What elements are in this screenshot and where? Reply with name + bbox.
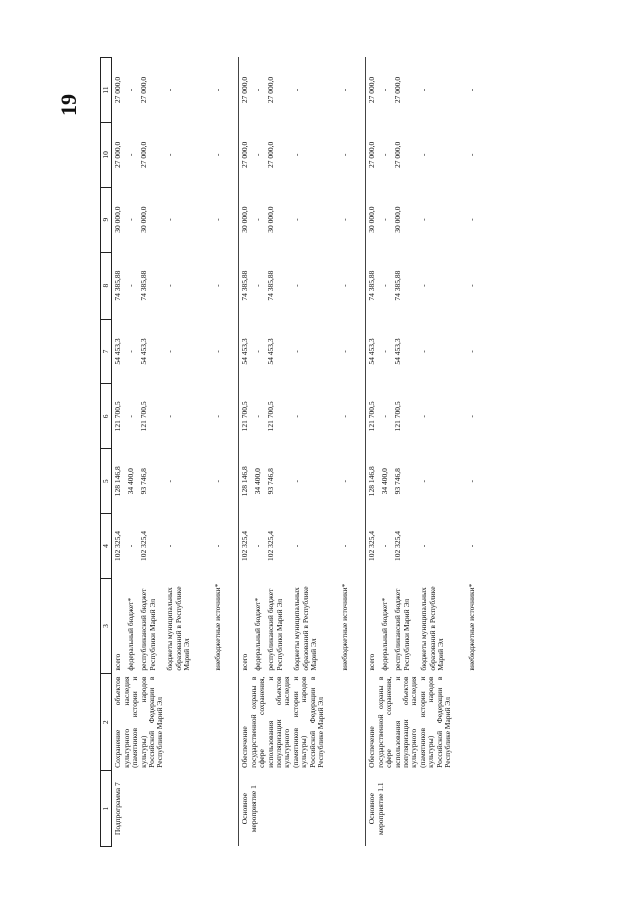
amount-cell: -: [126, 153, 136, 157]
amount-cell: -: [292, 544, 302, 548]
amount-cell: 34 400,0: [126, 468, 136, 495]
amount-cell: 74 385,88: [139, 270, 149, 301]
funding-source-cell: федеральный бюджет*: [253, 597, 263, 671]
amount-cell: -: [213, 88, 223, 92]
funding-source-cell: внебюджетные источники*: [213, 583, 223, 671]
amount-cell: -: [253, 284, 263, 287]
column-number-header: 2: [101, 674, 112, 771]
funding-source-cell: внебюджетные источники*: [340, 583, 350, 671]
amount-cell: -: [253, 153, 263, 157]
amount-cell: -: [165, 544, 175, 548]
amount-cell: -: [467, 153, 477, 157]
amount-cell: -: [467, 350, 477, 353]
column-number-header: 7: [101, 319, 112, 384]
amount-cell: 30 000,0: [366, 187, 380, 252]
amount-cell: -: [467, 479, 477, 483]
amount-cell: -: [292, 350, 302, 353]
table-row: [112, 58, 126, 847]
amount-cell: -: [126, 284, 136, 287]
amount-cell: -: [126, 88, 136, 92]
amount-cell: -: [165, 479, 175, 483]
amount-cell: 121 700,5: [393, 401, 403, 432]
amount-cell: -: [165, 415, 175, 418]
amount-cell: -: [292, 415, 302, 418]
amount-cell: -: [419, 218, 429, 221]
amount-cell: -: [292, 218, 302, 221]
amount-cell: -: [340, 479, 350, 483]
amount-cell: -: [165, 153, 175, 157]
column-number-header: 8: [101, 252, 112, 319]
amount-cell: 27 000,0: [239, 122, 253, 187]
amount-cell: 30 000,0: [266, 206, 276, 233]
amount-cell: 27 000,0: [393, 76, 403, 104]
amount-cell: -: [292, 479, 302, 483]
amount-cell: -: [380, 350, 390, 353]
amount-cell: 102 325,4: [112, 514, 126, 579]
amount-cell: -: [340, 350, 350, 353]
amount-cell: 93 746,8: [393, 468, 403, 495]
amount-cell: 74 385,88: [393, 270, 403, 301]
amount-cell: 30 000,0: [139, 206, 149, 233]
table-row: [366, 58, 380, 847]
amount-cell: -: [253, 544, 263, 548]
amount-cell: -: [165, 88, 175, 92]
program-name-cell: Сохранение объектов культурного наследия (памятников истории и культуры) народов Российской Федерации в Республике Марий Эл: [112, 674, 239, 771]
funding-source-cell: всего: [112, 578, 126, 673]
funding-source-cell: бюджеты муниципальных образований в Республике Марий Эл: [419, 586, 446, 671]
funding-table: [100, 57, 492, 847]
amount-cell: 27 000,0: [366, 122, 380, 187]
amount-cell: -: [213, 218, 223, 221]
amount-cell: 102 325,4: [239, 514, 253, 579]
funding-source-cell: бюджеты муниципальных образований в Республике Марий Эл: [292, 586, 319, 671]
amount-cell: -: [126, 544, 136, 548]
amount-cell: 121 700,5: [239, 384, 253, 449]
program-name-cell: Обеспечение государственной охраны в сфере сохранения, использования и популяризации объектов культурного наследия (памятников истории и культуры) народов Российской Федерации в Республике Марий Эл: [366, 674, 493, 771]
amount-cell: -: [340, 88, 350, 92]
amount-cell: -: [467, 544, 477, 548]
amount-cell: -: [213, 544, 223, 548]
funding-source-cell: всего: [366, 578, 380, 673]
amount-cell: 102 325,4: [366, 514, 380, 579]
amount-cell: 27 000,0: [112, 58, 126, 123]
column-number-header: 4: [101, 514, 112, 579]
amount-cell: 121 700,5: [366, 384, 380, 449]
amount-cell: 121 700,5: [266, 401, 276, 432]
program-level-cell: Основное мероприятие 1: [239, 771, 366, 847]
amount-cell: -: [253, 88, 263, 92]
amount-cell: -: [292, 88, 302, 92]
amount-cell: 74 385,88: [266, 270, 276, 301]
amount-cell: -: [419, 284, 429, 287]
funding-source-cell: бюджеты муниципальных образований в Республике Марий Эл: [165, 586, 192, 671]
amount-cell: -: [467, 88, 477, 92]
amount-cell: 27 000,0: [139, 141, 149, 168]
funding-source-cell: всего: [239, 578, 253, 673]
amount-cell: -: [419, 153, 429, 157]
amount-cell: -: [380, 153, 390, 157]
column-number-header: 6: [101, 384, 112, 449]
amount-cell: -: [213, 350, 223, 353]
program-level-cell: Подпрограмма 7: [112, 771, 239, 847]
amount-cell: -: [165, 218, 175, 221]
amount-cell: -: [467, 415, 477, 418]
amount-cell: -: [340, 284, 350, 287]
amount-cell: -: [213, 284, 223, 287]
funding-source-cell: республиканский бюджет Республики Марий Эл: [266, 588, 284, 671]
amount-cell: 121 700,5: [139, 401, 149, 432]
funding-source-cell: республиканский бюджет Республики Марий Эл: [139, 588, 157, 671]
amount-cell: -: [467, 284, 477, 287]
amount-cell: -: [126, 415, 136, 418]
amount-cell: -: [165, 350, 175, 353]
table-header: [101, 58, 112, 847]
funding-source-cell: республиканский бюджет Республики Марий Эл: [393, 588, 411, 671]
funding-source-cell: федеральный бюджет*: [126, 597, 136, 671]
amount-cell: 27 000,0: [366, 58, 380, 123]
amount-cell: 74 385,88: [239, 252, 253, 319]
funding-source-cell: внебюджетные источники*: [467, 583, 477, 671]
header-row: [101, 58, 112, 847]
amount-cell: -: [340, 544, 350, 548]
amount-cell: 30 000,0: [393, 206, 403, 233]
amount-cell: -: [340, 415, 350, 418]
amount-cell: -: [213, 153, 223, 157]
amount-cell: 27 000,0: [139, 76, 149, 104]
program-level-cell: Основное мероприятие 1.1: [366, 771, 493, 847]
amount-cell: -: [253, 218, 263, 221]
amount-cell: -: [253, 415, 263, 418]
funding-source-cell: федеральный бюджет*: [380, 597, 390, 671]
amount-cell: 30 000,0: [239, 187, 253, 252]
amount-cell: 27 000,0: [266, 76, 276, 104]
amount-cell: -: [419, 88, 429, 92]
amount-cell: 27 000,0: [239, 58, 253, 123]
amount-cell: 27 000,0: [266, 141, 276, 168]
amount-cell: 128 146,8: [366, 449, 380, 514]
amount-cell: -: [380, 218, 390, 221]
amount-cell: -: [380, 415, 390, 418]
amount-cell: -: [213, 479, 223, 483]
amount-cell: -: [380, 88, 390, 92]
amount-cell: -: [126, 218, 136, 221]
amount-cell: 30 000,0: [112, 187, 126, 252]
amount-cell: -: [292, 284, 302, 287]
column-number-header: 9: [101, 187, 112, 252]
page-number: 19: [56, 94, 81, 116]
amount-cell: -: [419, 415, 429, 418]
amount-cell: -: [340, 218, 350, 221]
amount-cell: -: [467, 218, 477, 221]
table-body: [112, 58, 493, 847]
amount-cell: -: [380, 284, 390, 287]
amount-cell: 54 453,3: [112, 319, 126, 384]
amount-cell: 121 700,5: [112, 384, 126, 449]
amount-cell: 128 146,8: [239, 449, 253, 514]
amount-cell: 54 453,3: [239, 319, 253, 384]
column-number-header: 11: [101, 58, 112, 123]
table-row: [239, 58, 253, 847]
amount-cell: 74 385,88: [112, 252, 126, 319]
column-number-header: 5: [101, 449, 112, 514]
amount-cell: 93 746,8: [139, 468, 149, 495]
amount-cell: -: [419, 479, 429, 483]
amount-cell: 34 400,0: [380, 468, 390, 495]
amount-cell: 34 400,0: [253, 468, 263, 495]
amount-cell: 102 325,4: [266, 531, 276, 562]
amount-cell: -: [292, 153, 302, 157]
amount-cell: -: [126, 350, 136, 353]
amount-cell: 102 325,4: [139, 531, 149, 562]
amount-cell: -: [213, 415, 223, 418]
amount-cell: -: [380, 544, 390, 548]
amount-cell: 93 746,8: [266, 468, 276, 495]
amount-cell: 54 453,3: [366, 319, 380, 384]
amount-cell: 54 453,3: [139, 338, 149, 365]
amount-cell: 27 000,0: [112, 122, 126, 187]
column-number-header: 3: [101, 578, 112, 673]
amount-cell: 128 146,8: [112, 449, 126, 514]
amount-cell: -: [340, 153, 350, 157]
program-name-cell: Обеспечение государственной охраны в сфере сохранения, использования и популяризации объектов культурного наследия (памятников истории и культуры) народов Российской Федерации в Республике Марий Эл: [239, 674, 366, 771]
amount-cell: 54 453,3: [266, 338, 276, 365]
amount-cell: 74 385,88: [366, 252, 380, 319]
amount-cell: 27 000,0: [393, 141, 403, 168]
amount-cell: 102 325,4: [393, 531, 403, 562]
amount-cell: -: [419, 544, 429, 548]
column-number-header: 1: [101, 771, 112, 847]
column-number-header: 10: [101, 122, 112, 187]
amount-cell: -: [165, 284, 175, 287]
amount-cell: -: [253, 350, 263, 353]
amount-cell: -: [419, 350, 429, 353]
amount-cell: 54 453,3: [393, 338, 403, 365]
